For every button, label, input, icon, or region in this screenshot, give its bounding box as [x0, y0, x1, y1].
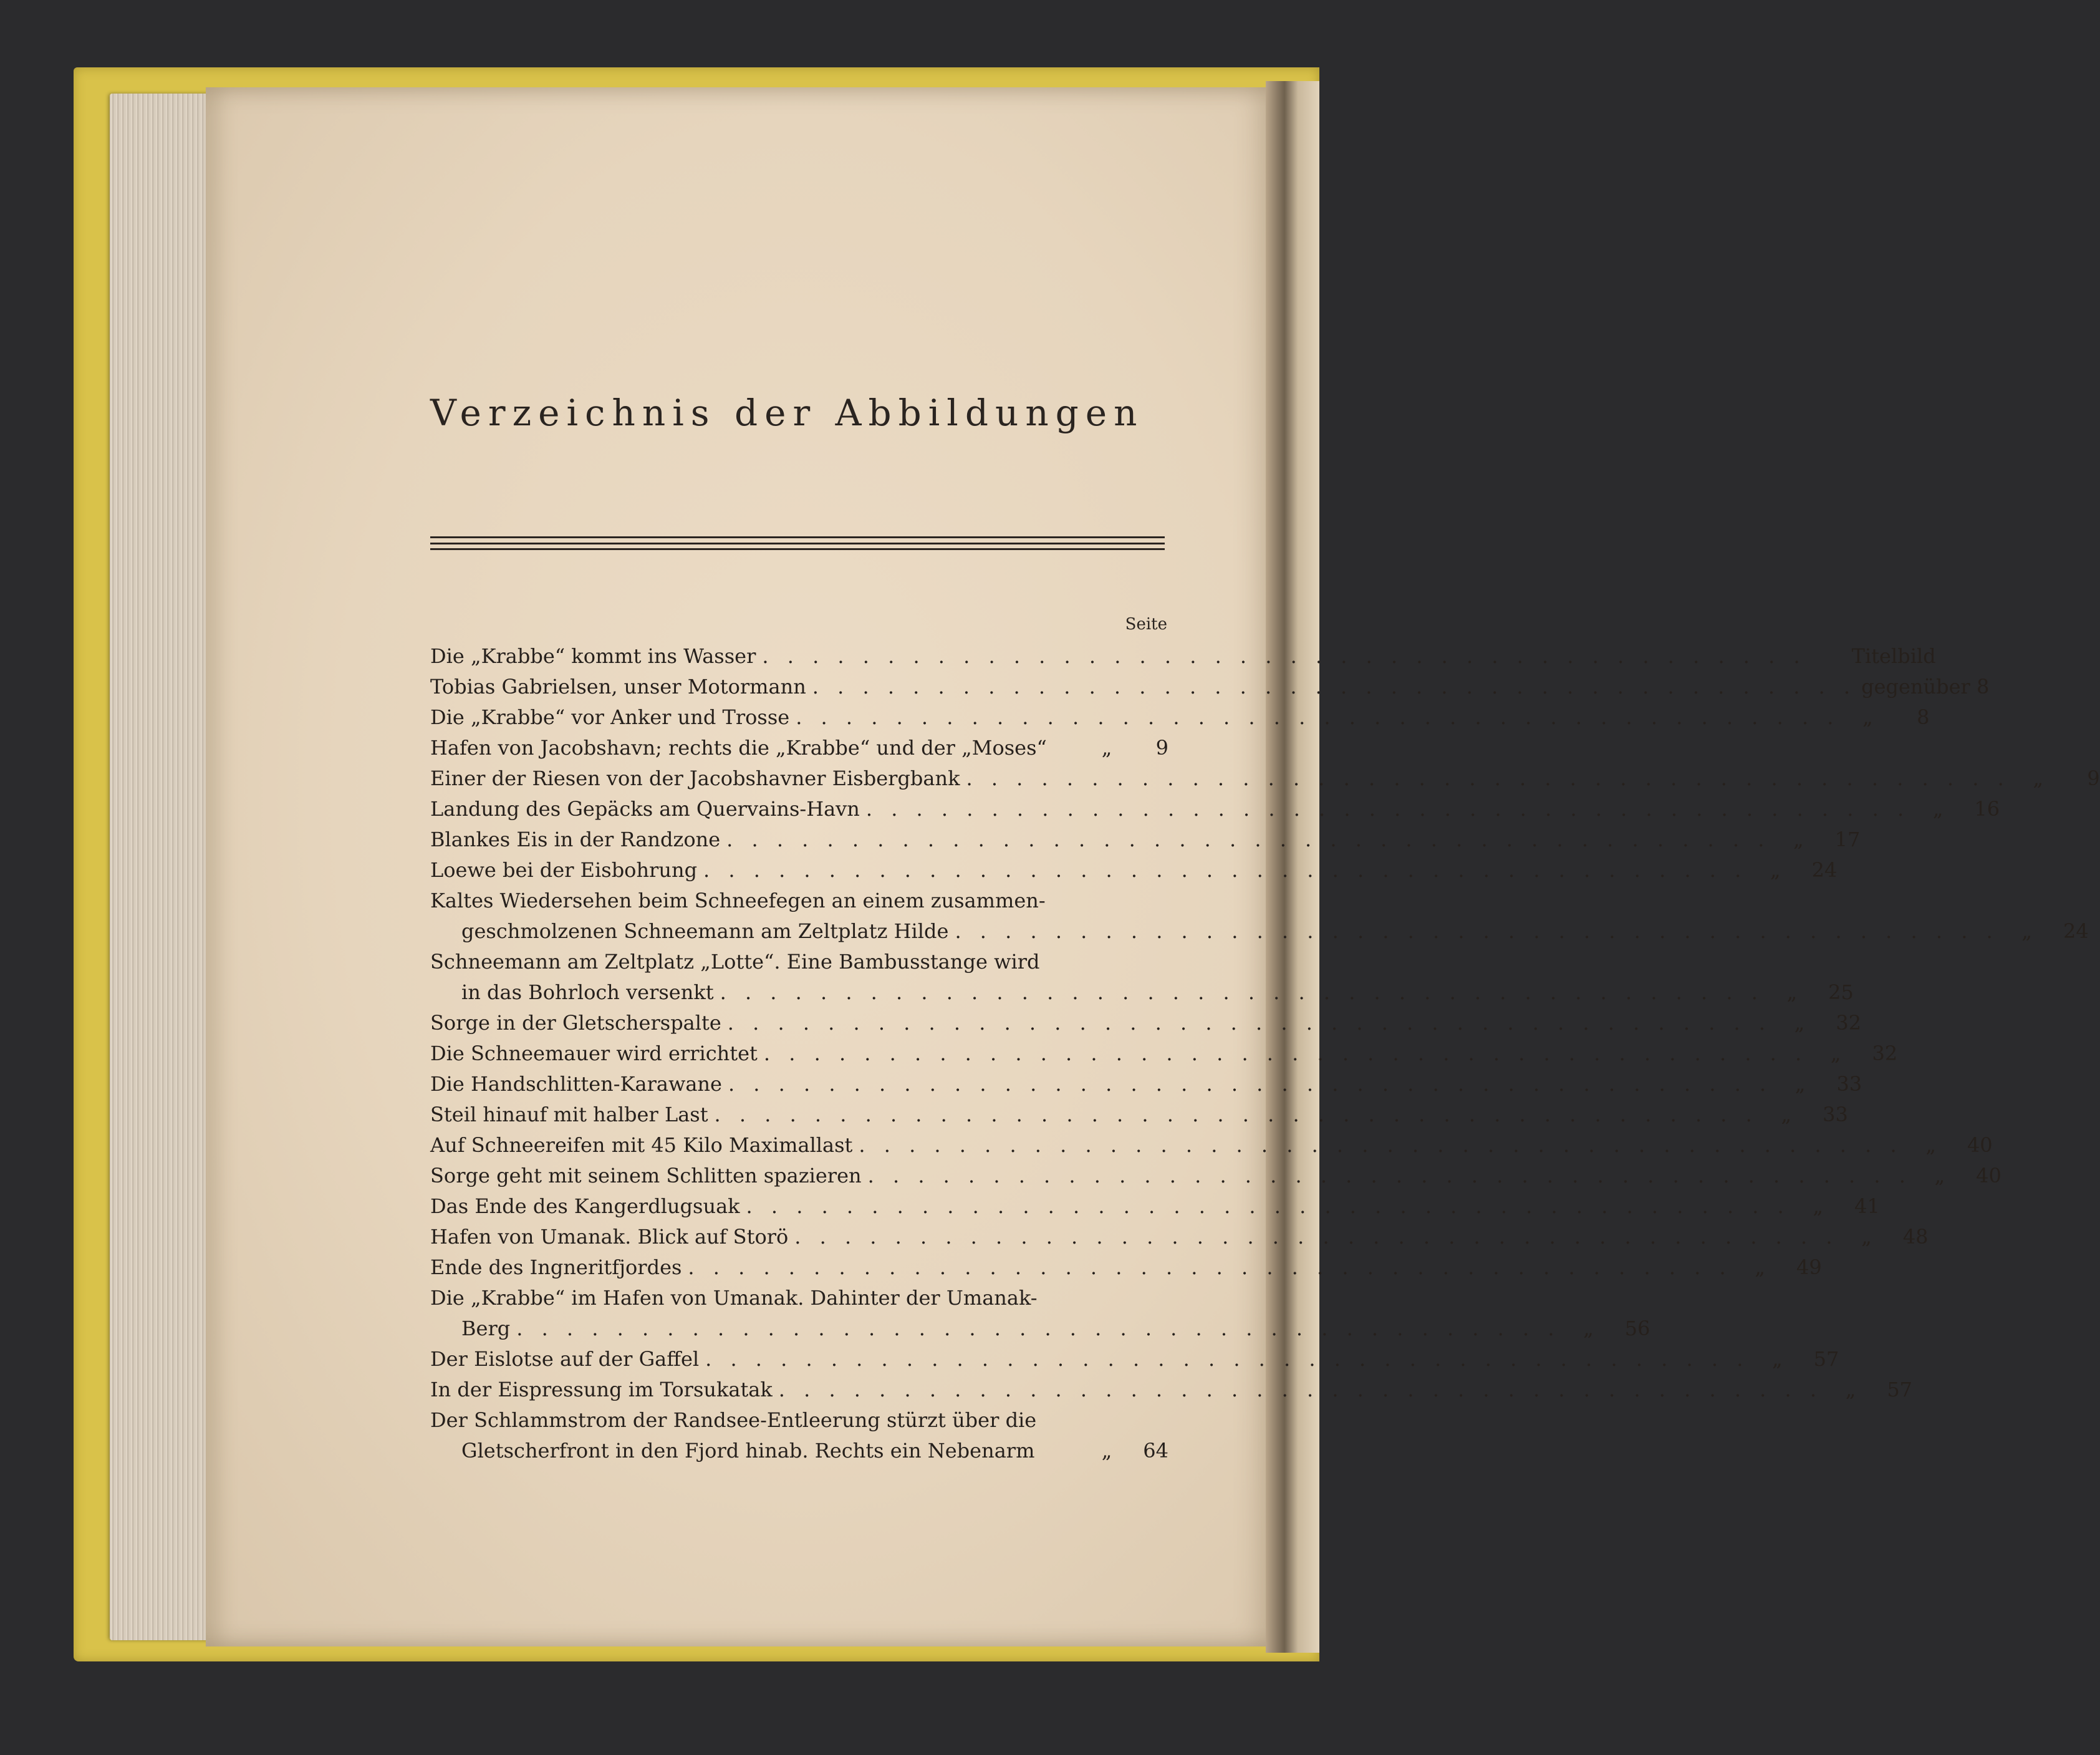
ditto-mark: „: [1786, 980, 1798, 1004]
entry-page: 57: [1887, 1378, 1913, 1401]
entry-caption: Kaltes Wiedersehen beim Schneefegen an einem zusammen-: [430, 889, 1046, 912]
entry-page: 17: [1834, 828, 1861, 851]
ditto-mark: „: [1925, 1133, 1936, 1157]
entry-page: 40: [1976, 1164, 2001, 1187]
entry-page: 32: [1836, 1011, 1862, 1035]
entry-caption: Sorge in der Gletscherspalte: [430, 1011, 721, 1035]
entry-page: 48: [1902, 1225, 1929, 1249]
leader-dots: . . . . . . . . . . . . . . . . . . . . . . . . . . . . . . . . . . . . . . . . . .: [703, 858, 1748, 882]
leader-dots: . . . . . . . . . . . . . . . . . . . . . . . . . . . . . . . . . . . . . . . . . .: [859, 1133, 1903, 1157]
list-item-continuation: [430, 977, 1854, 1008]
list-item: [430, 1069, 1862, 1100]
entry-caption-continued: Gletscherfront in den Fjord hinab. Rechts ein Nebenarm: [461, 1439, 1035, 1462]
list-item: [430, 1130, 1993, 1161]
leader-dots: . . . . . . . . . . . . . . . . . . . . . . . . . . . . . . . . . . . . . . . . . .: [516, 1317, 1561, 1340]
list-item-continuation: [430, 1436, 1168, 1466]
entry-page: 24: [1811, 858, 1838, 882]
entry-caption: Loewe bei der Eisbohrung: [430, 858, 698, 882]
ditto-mark: „: [1830, 1042, 1841, 1065]
leader-dots: . . . . . . . . . . . . . . . . . . . . . . . . . . . . . . . . . . . . . . . . . .: [955, 919, 1999, 943]
ditto-mark: „: [1793, 828, 1804, 851]
entry-page: 57: [1813, 1347, 1839, 1371]
entry-caption: In der Eispressung im Torsukatak: [430, 1378, 773, 1401]
entry-caption: Blankes Eis in der Randzone: [430, 828, 721, 851]
entry-caption: Die „Krabbe“ im Hafen von Umanak. Dahinter der Umanak-: [430, 1286, 1038, 1310]
ditto-mark: „: [1770, 858, 1781, 882]
leader-dots: . . . . . . . . . . . . . . . . . . . . . . . . . . . . . . . . . . . . . . . . . .: [778, 1378, 1823, 1401]
ditto-mark: „: [1862, 705, 1873, 729]
entry-page: 49: [1796, 1255, 1822, 1279]
entry-caption: Ende des Ingneritfjordes: [430, 1255, 682, 1279]
ditto-mark: „: [1772, 1347, 1783, 1371]
ditto-mark: „: [1101, 736, 1112, 760]
list-item: [430, 1161, 2001, 1191]
list-item: [430, 641, 1936, 672]
ditto-mark: „: [1794, 1011, 1805, 1035]
list-item: [430, 1375, 1913, 1405]
entry-caption: Das Ende des Kangerdlugsuak: [430, 1194, 740, 1218]
ditto-mark: „: [1755, 1255, 1765, 1279]
list-item: [430, 1038, 1898, 1069]
leader-dots: . . . . . . . . . . . . . . . . . . . . . . . . . . . . . . . . . . . . . . . . . .: [728, 1072, 1773, 1096]
entry-caption: Einer der Riesen von der Jacobshavner Eisbergbank: [430, 766, 960, 790]
entry-page: 24: [2063, 919, 2089, 943]
entry-caption: Der Eislotse auf der Gaffel: [430, 1347, 700, 1371]
ditto-mark: „: [1932, 797, 1943, 821]
list-item: [430, 672, 1990, 702]
entry-page: 33: [1823, 1103, 1848, 1126]
entry-caption-continued: geschmolzenen Schneemann am Zeltplatz Hilde: [461, 919, 949, 943]
entry-page: 32: [1872, 1042, 1898, 1065]
leader-dots: . . . . . . . . . . . . . . . . . . . . . . . . . . . . . . . . . . . . . . . . . .: [763, 1042, 1808, 1065]
ditto-mark: „: [2033, 766, 2044, 790]
leader-dots: . . . . . . . . . . . . . . . . . . . . . . . . . . . . . . . . . . . . . . . . . .: [865, 797, 1910, 821]
entry-caption: Hafen von Jacobshavn; rechts die „Krabbe“ und der „Moses“: [430, 736, 1047, 760]
entry-caption: Landung des Gepäcks am Quervains-Havn: [430, 797, 860, 821]
list-item: [430, 1008, 1862, 1038]
list-item-continuation: [430, 916, 2089, 947]
list-item: [430, 855, 1838, 886]
entry-caption: Auf Schneereifen mit 45 Kilo Maximallast: [430, 1133, 853, 1157]
entry-page: 8: [1917, 705, 1930, 729]
page-block-edge: [110, 94, 216, 1640]
leader-dots: . . . . . . . . . . . . . . . . . . . . . . . . . . . . . . . . . . . . . . . . . .: [794, 1225, 1839, 1249]
ditto-mark: „: [1845, 1378, 1856, 1401]
ditto-mark: „: [1794, 1072, 1806, 1096]
entry-page: 64: [1143, 1439, 1168, 1462]
entry-page: 41: [1854, 1194, 1880, 1218]
entry-page: 25: [1828, 980, 1854, 1004]
leader-dots: . . . . . . . . . . . . . . . . . . . . . . . . . . . . . . . . . . . . . . . . . .: [714, 1103, 1758, 1126]
leader-dots: . . . . . . . . . . . . . . . . . . . . . . . . . . . . . . . . . . . . . . . . . .: [966, 766, 2010, 790]
entry-caption: Die „Krabbe“ vor Anker und Trosse: [430, 705, 790, 729]
entry-caption: Schneemann am Zeltplatz „Lotte“. Eine Bambusstange wird: [430, 950, 1040, 974]
list-item: [430, 947, 1168, 977]
title-rule: [430, 543, 1165, 544]
entry-page: gegenüber 8: [1861, 675, 1990, 699]
leader-dots: . . . . . . . . . . . . . . . . . . . . . . . . . . . . . . . . . . . . . . . . . .: [688, 1255, 1732, 1279]
page-title: Verzeichnis der Abbildungen: [430, 392, 1144, 434]
entry-page: 9: [1155, 736, 1168, 760]
leader-dots: . . . . . . . . . . . . . . . . . . . . . . . . . . . . . . . . . . . . . . . . . .: [720, 980, 1764, 1004]
list-item: [430, 1283, 1168, 1313]
leader-dots: . . . . . . . . . . . . . . . . . . . . . . . . . . . . . . . . . . . . . . . . . .: [746, 1194, 1790, 1218]
title-rule: [430, 536, 1165, 538]
leader-dots: . . . . . . . . . . . . . . . . . . . . . . . . . . . . . . . . . . . . . . . . . .: [705, 1347, 1750, 1371]
entry-page: Titelbild: [1851, 644, 1936, 668]
list-item: [430, 794, 2000, 824]
entry-caption-continued: in das Bohrloch versenkt: [461, 980, 714, 1004]
list-item: [430, 1344, 1839, 1375]
ditto-mark: „: [1101, 1439, 1112, 1462]
illustration-list: [430, 641, 2100, 1466]
ditto-mark: „: [1861, 1225, 1872, 1249]
leader-dots: . . . . . . . . . . . . . . . . . . . . . . . . . . . . . . . . . . . . . . . . . .: [796, 705, 1840, 729]
list-item: [430, 733, 1168, 763]
list-item: [430, 1100, 1848, 1130]
entry-page: 56: [1624, 1317, 1650, 1340]
title-rule: [430, 548, 1165, 550]
list-item: [430, 1222, 1929, 1252]
ditto-mark: „: [1583, 1317, 1594, 1340]
ditto-mark: „: [2021, 919, 2032, 943]
entry-caption: Der Schlammstrom der Randsee-Entleerung stürzt über die: [430, 1408, 1037, 1432]
list-item: [430, 824, 1861, 855]
entry-caption: Die Schneemauer wird errichtet: [430, 1042, 758, 1065]
leader-dots: . . . . . . . . . . . . . . . . . . . . . . . . . . . . . . . . . . . . . . . . . .: [727, 1011, 1772, 1035]
entry-caption: Die „Krabbe“ kommt ins Wasser: [430, 644, 756, 668]
entry-caption: Steil hinauf mit halber Last: [430, 1103, 708, 1126]
entry-caption: Tobias Gabrielsen, unser Motormann: [430, 675, 806, 699]
list-item: [430, 702, 1930, 733]
ditto-mark: „: [1813, 1194, 1824, 1218]
list-item-continuation: [430, 1313, 1650, 1344]
leader-dots: . . . . . . . . . . . . . . . . . . . . . . . . . . . . . . . . . . . . . . . . . .: [867, 1164, 1912, 1187]
entry-caption-continued: Berg: [461, 1317, 511, 1340]
page-column-header: Seite: [1125, 615, 1167, 634]
list-item: [430, 1191, 1880, 1222]
leader-dots: . . . . . . . . . . . . . . . . . . . . . . . . . . . . . . . . . . . . . . . . . .: [726, 828, 1771, 851]
list-item: [430, 1252, 1822, 1283]
entry-page: 33: [1836, 1072, 1862, 1096]
ditto-mark: „: [1934, 1164, 1945, 1187]
list-item: [430, 886, 1168, 916]
entry-caption: Die Handschlitten-Karawane: [430, 1072, 722, 1096]
entry-caption: Sorge geht mit seinem Schlitten spazieren: [430, 1164, 862, 1187]
leader-dots: . . . . . . . . . . . . . . . . . . . . . . . . . . . . . . . . . . . . . . . . . .: [812, 675, 1857, 699]
list-item: [430, 763, 2100, 794]
list-item: [430, 1405, 1168, 1436]
ditto-mark: „: [1781, 1103, 1792, 1126]
entry-caption: Hafen von Umanak. Blick auf Storö: [430, 1225, 789, 1249]
entry-page: 16: [1974, 797, 2000, 821]
entry-page: 9: [2087, 766, 2100, 790]
entry-page: 40: [1967, 1133, 1993, 1157]
leader-dots: . . . . . . . . . . . . . . . . . . . . . . . . . . . . . . . . . . . . . . . . . .: [762, 644, 1806, 668]
